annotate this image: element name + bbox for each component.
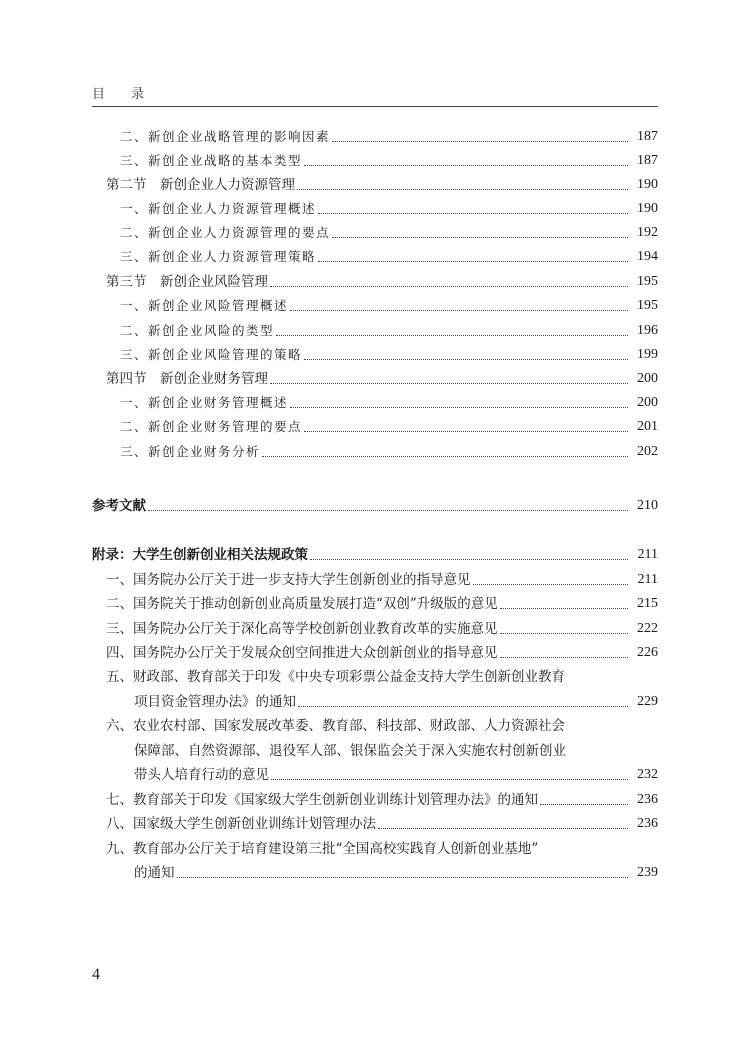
toc-entry[interactable] [92,295,658,317]
running-header [92,80,658,107]
toc-entry-page: 199 [637,347,658,362]
toc-entry-title: 一、新创企业风险管理概述 [120,298,289,313]
toc-entry-continuation[interactable] [92,740,658,762]
toc-chapter-entry[interactable] [92,495,658,517]
toc-entry-page: 190 [637,201,658,216]
dot-leader [473,584,629,585]
toc-entry-title: 带头人培育行动的意见 [134,767,269,783]
toc-entry-page: 229 [637,694,658,709]
dot-leader [318,261,628,262]
toc-entry-title: 七、教育部关于印发《国家级大学生创新创业训练计划管理办法》的通知 [106,792,538,808]
toc-entry-title: 第四节 新创企业财务管理 [106,371,268,387]
toc-entry-continuation[interactable] [92,764,658,786]
toc-entry-title: 八、国家级大学生创新创业训练计划管理办法 [106,816,376,832]
toc-entry-page: 211 [637,547,658,562]
toc-entry[interactable] [92,222,658,244]
toc-entry-title: 五、财政部、教育部关于印发《中央专项彩票公益金支持大学生创新创业教育 [106,669,565,685]
toc-appendix-entry[interactable] [92,544,658,566]
running-header-label: 目录 [92,87,171,102]
toc-entry-title: 六、农业农村部、国家发展改革委、教育部、科技部、财政部、人力资源社会 [106,718,565,734]
dot-leader [262,456,628,457]
toc-entry[interactable] [92,126,658,148]
dot-leader [332,237,628,238]
toc-entry-page: 236 [637,792,658,807]
dot-leader [276,335,628,336]
toc-entry-page: 190 [637,177,658,192]
dot-leader [270,383,628,384]
toc-entry-page: 202 [637,444,658,459]
toc-entry-page: 222 [637,621,658,636]
toc-entry[interactable] [92,593,658,615]
toc-entry-page: 201 [637,419,658,434]
toc-section-entry[interactable] [92,368,658,390]
toc-entry-page: 232 [637,767,658,782]
dot-leader [500,657,629,658]
toc-entry-page: 236 [637,816,658,831]
toc-entry[interactable] [92,642,658,664]
toc-entry-title: 三、新创企业战略的基本类型 [120,153,303,168]
toc-entry-title: 四、国务院办公厅关于发展众创空间推进大众创新创业的指导意见 [106,645,498,661]
toc-entry-title: 的通知 [134,865,175,881]
toc-entry-page: 215 [637,596,658,611]
toc-entry-page: 192 [637,225,658,240]
toc-entry-title: 三、新创企业财务分析 [120,444,261,459]
toc-entry-line[interactable] [92,838,658,860]
toc-section-entry[interactable] [92,271,658,293]
dot-leader [304,165,628,166]
toc-entry[interactable] [92,392,658,414]
toc-entry-title: 二、国务院关于推动创新创业高质量发展打造“双创”升级版的意见 [106,596,498,612]
dot-leader [148,510,628,511]
toc-entry-page: 239 [637,865,658,880]
dot-leader [177,877,629,878]
toc-entry-title: 项目资金管理办法》的通知 [134,694,296,710]
dot-leader [310,559,628,560]
dot-leader [378,828,628,829]
toc-entry-page: 194 [637,249,658,264]
toc-entry-title: 三、国务院办公厅关于深化高等学校创新创业教育改革的实施意见 [106,621,498,637]
toc-entry-page: 195 [637,298,658,313]
dot-leader [304,431,628,432]
dot-leader [298,706,628,707]
toc-entry-page: 200 [637,395,658,410]
toc-entry[interactable] [92,618,658,640]
toc-entry-title: 二、新创企业战略管理的影响因素 [120,129,331,144]
toc-entry-title: 一、国务院办公厅关于进一步支持大学生创新创业的指导意见 [106,572,471,588]
dot-leader [500,633,629,634]
toc-entry-continuation[interactable] [92,862,658,884]
toc-entry-page: 226 [637,645,658,660]
toc-entry-title: 一、新创企业人力资源管理概述 [120,201,317,216]
dot-leader [271,779,628,780]
toc-entry-title: 第二节 新创企业人力资源管理 [106,177,295,193]
toc-entry[interactable] [92,441,658,463]
toc-entry[interactable] [92,320,658,342]
toc-entry[interactable] [92,344,658,366]
toc-entry[interactable] [92,813,658,835]
toc-entry-title: 三、新创企业人力资源管理策略 [120,249,317,264]
toc-entry-line[interactable] [92,666,658,688]
dot-leader [270,286,628,287]
toc-entry-title: 二、新创企业人力资源管理的要点 [120,225,331,240]
toc-entry-title: 参考文献 [92,498,146,514]
toc-entry[interactable] [92,416,658,438]
toc-entry-title: 九、教育部办公厅关于培育建设第三批“全国高校实践育人创新创业基地” [106,841,539,857]
toc-entry[interactable] [92,246,658,268]
page-number: 4 [92,966,100,983]
toc-entry-title: 第三节 新创企业风险管理 [106,274,268,290]
toc-entry-title: 三、新创企业风险管理的策略 [120,347,303,362]
toc-entry-title: 二、新创企业财务管理的要点 [120,419,303,434]
toc-entry-title: 保障部、自然资源部、退役军人部、银保监会关于深入实施农村创新创业 [134,743,566,759]
toc-entry-page: 195 [637,274,658,289]
dot-leader [290,407,628,408]
dot-leader [540,804,628,805]
toc-entry-page: 200 [637,371,658,386]
toc-entry-page: 196 [637,323,658,338]
toc-entry[interactable] [92,569,658,591]
dot-leader [290,310,628,311]
toc-entry-title: 一、新创企业财务管理概述 [120,395,289,410]
toc-entry-title: 二、新创企业风险的类型 [120,323,275,338]
dot-leader [332,141,628,142]
toc-entry[interactable] [92,198,658,220]
dot-leader [318,213,628,214]
toc-entry-page: 211 [637,572,658,587]
dot-leader [304,359,628,360]
dot-leader [500,608,628,609]
toc-entry[interactable] [92,150,658,172]
toc-entry-line[interactable] [92,715,658,737]
toc-section-entry[interactable] [92,174,658,196]
toc-entry[interactable] [92,789,658,811]
toc-entry-title: 附录：大学生创新创业相关法规政策 [92,547,308,563]
toc-entry-continuation[interactable] [92,691,658,713]
toc-entry-page: 210 [637,498,658,513]
toc-entry-page: 187 [637,153,658,168]
toc-entry-page: 187 [637,129,658,144]
dot-leader [297,189,628,190]
